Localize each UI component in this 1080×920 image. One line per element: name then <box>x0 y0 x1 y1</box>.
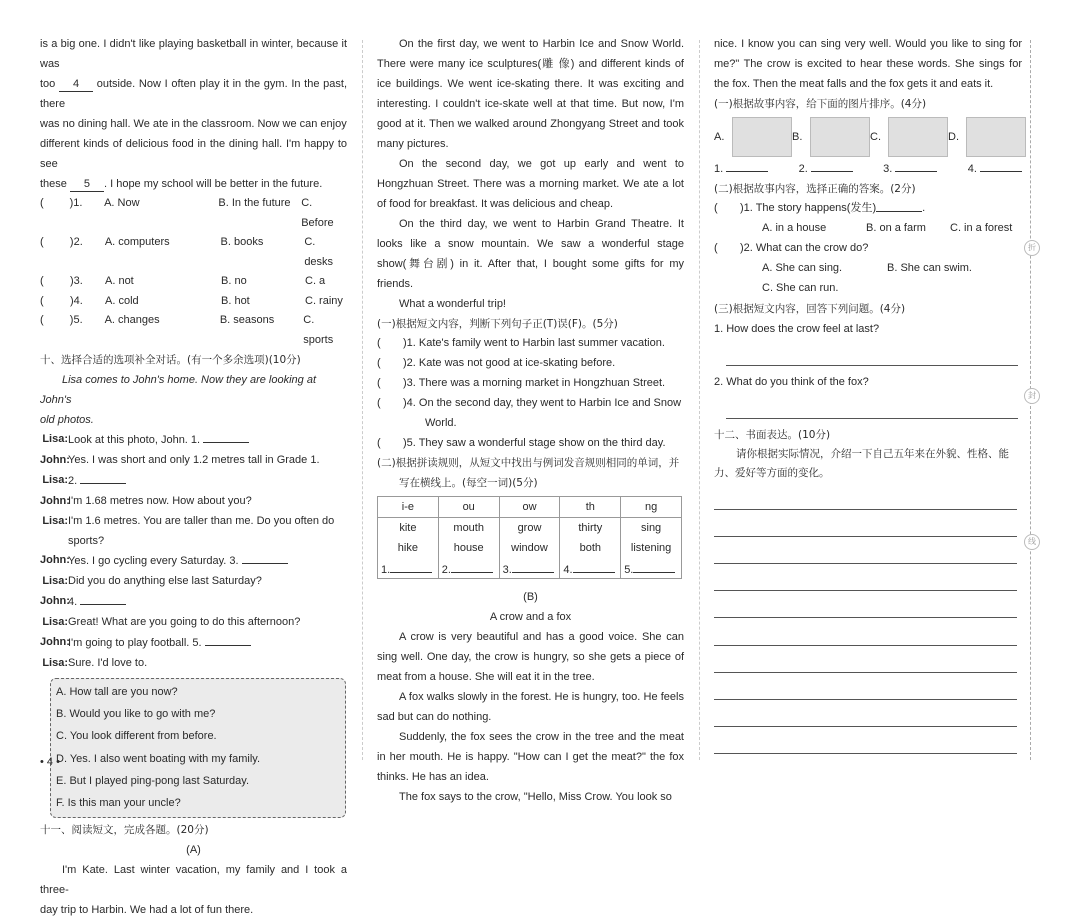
choice-item: E. But I played ping-pong last Saturday. <box>56 775 250 788</box>
passage-line: too 4 outside. Now I often play it in the gym. In the past, there <box>40 78 348 110</box>
choice-item: B. Would you like to go with me? <box>56 708 216 721</box>
phonics-word: mouth <box>438 518 499 539</box>
qa-question: 2. What do you think of the fox? <box>714 375 869 388</box>
story-paragraph: nice. I know you can sing very well. Would you like to sing for me?" The crow is excited to hear these words. She sings for the fox. Then the meat falls and the fox gets it and eats it. <box>714 38 1022 90</box>
dialog-line: John: I'm going to play football. 5. <box>40 633 347 654</box>
answer-blank[interactable] <box>205 633 251 646</box>
mc-options: C. She can run. <box>762 281 839 294</box>
writing-prompt: 请你根据实际情况，介绍一下自己五年来在外貌、性格、能力、爱好等方面的变化。 <box>714 447 1009 479</box>
phonics-word: hike <box>378 538 439 558</box>
phonics-word: window <box>499 538 560 558</box>
page-number: • 4 • <box>40 756 60 768</box>
column-left <box>40 34 347 920</box>
phonics-answer[interactable]: 4. <box>560 558 621 579</box>
order-answer[interactable]: 3. <box>883 159 937 179</box>
choice-item: A. How tall are you now? <box>56 685 178 698</box>
story-paragraph: A fox walks slowly in the forest. He is hungry, too. He feels sad but can do nothing. <box>377 691 684 724</box>
writing-line[interactable] <box>714 564 1017 591</box>
dialog-line: John: Yes. I go cycling every Saturday. 3. <box>40 551 347 572</box>
passage-paragraph: On the second day, we got up early and went to Hongzhuan Street. There was a morning market. We ate a lot of food for breakfast. It was delicious and cheap. <box>377 158 684 210</box>
phonics-header: th <box>560 497 621 518</box>
passage-paragraph: On the third day, we went to Harbin Grand Theatre. It looks like a snow mountain. We saw a wonderful stage show(舞台剧) in it. After that, I bought some gifts for my friends. <box>377 218 684 290</box>
option-row[interactable]: ( )2. A. computers B. books C. desks <box>40 236 334 268</box>
tf-question[interactable]: ( )1. Kate's family went to Harbin last summer vacation. <box>377 337 665 349</box>
dialog-line: Lisa: Look at this photo, John. 1. <box>40 430 347 451</box>
phonics-word: both <box>560 538 621 558</box>
crow-picture-icon <box>732 117 792 157</box>
phonics-word: house <box>438 538 499 558</box>
story-paragraph: Suddenly, the fox sees the crow in the tree and the meat in her mouth. He is happy. "How can I get the meat?" the fox thinks. He has an idea. <box>377 731 684 784</box>
part-b-label: (B) <box>523 591 538 604</box>
phonics-header: ow <box>499 497 560 518</box>
option-row[interactable]: ( )5. A. changes B. seasons C. sports <box>40 314 334 346</box>
phonics-header: ng <box>621 497 682 518</box>
answer-line[interactable] <box>726 392 1018 419</box>
fox-crow-picture-icon <box>888 117 948 157</box>
dialog-line: sports? <box>68 534 105 547</box>
order-answers <box>714 159 1022 179</box>
tf-question[interactable]: ( )3. There was a morning market in Hongzhuan Street. <box>377 376 666 389</box>
blank-4[interactable]: 4 <box>59 78 93 92</box>
answer-blank[interactable] <box>80 592 126 605</box>
picture-a: A. <box>714 117 792 157</box>
answer-line[interactable] <box>726 339 1018 366</box>
phonics-header: ou <box>438 497 499 518</box>
fold-mark: 折 <box>1024 240 1040 256</box>
dialog-line: Lisa: Did you do anything else last Saturday? <box>42 575 262 588</box>
phonics-title: (二)根据拼读规则，从短文中找出与例词发音规则相同的单词，并 <box>377 457 680 470</box>
scene-text: old photos. <box>40 414 94 426</box>
order-title: (一)根据故事内容，给下面的图片排序。(4分) <box>714 98 927 110</box>
tf-question-cont: World. <box>425 416 457 429</box>
writing-line[interactable] <box>714 591 1017 618</box>
passage-line: is a big one. I didn't like playing basketball in winter, because it was <box>40 38 347 70</box>
dialog-line: John: I'm 1.68 metres now. How about you? <box>40 494 252 507</box>
phonics-word: grow <box>499 518 560 539</box>
qa-question: 1. How does the crow feel at last? <box>714 322 880 335</box>
mc-options: A. in a house B. on a farm C. in a forest <box>762 221 1013 234</box>
picture-d: D. <box>948 117 1026 157</box>
part-a-label: (A) <box>186 843 201 856</box>
writing-line[interactable] <box>714 537 1017 564</box>
fox-tree-picture-icon <box>810 117 870 157</box>
blank-5[interactable]: 5 <box>70 178 104 192</box>
tf-title: (一)根据短文内容，判断下列句子正(T)误(F)。(5分) <box>377 318 618 330</box>
phonics-answer[interactable]: 5. <box>621 558 682 579</box>
answer-blank[interactable] <box>80 471 126 484</box>
dialog-line: Lisa: Sure. I'd love to. <box>42 656 148 669</box>
section-11-title: 十一、阅读短文，完成各题。(20分) <box>40 823 209 836</box>
choice-item: C. You look different from before. <box>56 730 217 743</box>
order-answer[interactable]: 1. <box>714 159 768 179</box>
passage-paragraph: On the first day, we went to Harbin Ice and Snow World. There were many ice sculptures(雕 像) and different kinds of ice buildings. We went ice-skating there. It was exciting and interesting. I couldn't ice-skate well at that time. But now, I'm good at it. Then we walked around Zhongyang Street and took many pictures. <box>377 38 684 150</box>
column-right <box>714 34 1022 754</box>
phonics-word: kite <box>378 518 439 539</box>
writing-lines[interactable] <box>714 483 1022 755</box>
passage-line: I'm Kate. Last winter vacation, my family and I took a three- <box>40 863 347 896</box>
tree-picture-icon <box>966 117 1026 157</box>
tf-question[interactable]: ( )5. They saw a wonderful stage show on the third day. <box>377 436 666 449</box>
writing-line[interactable] <box>714 700 1017 727</box>
column-divider <box>362 40 364 760</box>
mc-question[interactable]: ( )2. What can the crow do? <box>714 241 869 254</box>
passage-line: different kinds of delicious food in the dining hall. I'm happy to see <box>40 138 347 170</box>
seal-mark: 封 <box>1024 388 1040 404</box>
choices-box <box>50 678 346 818</box>
phonics-answer[interactable]: 2. <box>438 558 499 579</box>
passage-paragraph: What a wonderful trip! <box>399 298 506 310</box>
scene-text: Lisa comes to John's home. Now they are looking at John's <box>40 374 317 406</box>
dialog <box>40 430 347 674</box>
order-answer[interactable]: 2. <box>799 159 853 179</box>
mc-title: (二)根据故事内容，选择正确的答案。(2分) <box>714 183 916 195</box>
mc-question[interactable]: ( )1. The story happens(发生) . <box>714 199 1022 219</box>
answer-blank[interactable] <box>242 551 288 564</box>
section-10-title: 十、选择合适的选项补全对话。(有一个多余选项)(10分) <box>40 354 301 366</box>
writing-line[interactable] <box>714 618 1017 645</box>
dialog-line: Lisa: 2. <box>40 471 347 492</box>
dialog-line: John: 4. <box>40 592 347 613</box>
dialog-line: John: Yes. I was short and only 1.2 metres tall in Grade 1. <box>40 453 320 466</box>
phonics-word: sing <box>621 518 682 539</box>
answer-blank[interactable] <box>203 430 249 443</box>
phonics-answer[interactable]: 1. <box>378 558 439 579</box>
mc-options: A. She can sing. B. She can swim. <box>762 261 972 274</box>
option-row[interactable]: ( )1. A. Now B. In the future C. Before <box>40 197 334 229</box>
column-divider <box>699 40 701 760</box>
option-row[interactable]: ( )4. A. cold B. hot C. rainy <box>40 294 343 307</box>
writing-line[interactable] <box>714 727 1017 754</box>
tf-question[interactable]: ( )4. On the second day, they went to Harbin Ice and Snow <box>377 396 682 409</box>
dialog-line: Lisa: Great! What are you going to do this afternoon? <box>42 616 301 629</box>
writing-line[interactable] <box>714 673 1017 700</box>
order-answer[interactable]: 4. <box>968 159 1022 179</box>
phonics-answer[interactable]: 3. <box>499 558 560 579</box>
phonics-header: i-e <box>378 497 439 518</box>
story-paragraph: A crow is very beautiful and has a good voice. She can sing well. One day, the crow is hungry, so she gets a piece of meat from a house. She will eat it in the tree. <box>377 631 684 684</box>
choice-item: F. Is this man your uncle? <box>56 797 181 810</box>
picture-b: B. <box>792 117 870 157</box>
line-mark: 线 <box>1024 534 1040 550</box>
qa-title: (三)根据短文内容，回答下列问题。(4分) <box>714 302 906 315</box>
option-row[interactable]: ( )3. A. not B. no C. a <box>40 275 326 287</box>
phonics-title-cont: 写在横线上。(每空一词)(5分) <box>399 477 538 490</box>
choice-item: D. Yes. I also went boating with my family. <box>56 752 260 765</box>
picture-c: C. <box>870 117 948 157</box>
passage-line: was no dining hall. We ate in the classroom. Now we can enjoy <box>40 118 347 130</box>
column-middle <box>377 34 684 807</box>
picture-row <box>714 117 1022 157</box>
writing-line[interactable] <box>714 483 1017 510</box>
writing-line[interactable] <box>714 646 1017 673</box>
section-12-title: 十二、书面表达。(10分) <box>714 428 831 441</box>
dialog-line: Lisa: I'm 1.6 metres. You are taller than me. Do you often do <box>42 514 335 527</box>
phonics-table <box>377 496 682 579</box>
cloze-options <box>40 194 347 350</box>
passage-line: these 5 . I hope my school will be better in the future. <box>40 178 323 190</box>
phonics-word: thirty <box>560 518 621 539</box>
writing-line[interactable] <box>714 510 1017 537</box>
story-paragraph: The fox says to the crow, "Hello, Miss Crow. You look so <box>399 791 672 804</box>
passage-line: day trip to Harbin. We had a lot of fun there. <box>40 903 254 916</box>
phonics-word: listening <box>621 538 682 558</box>
story-title: A crow and a fox <box>489 611 572 624</box>
tf-question[interactable]: ( )2. Kate was not good at ice-skating before. <box>377 356 616 369</box>
